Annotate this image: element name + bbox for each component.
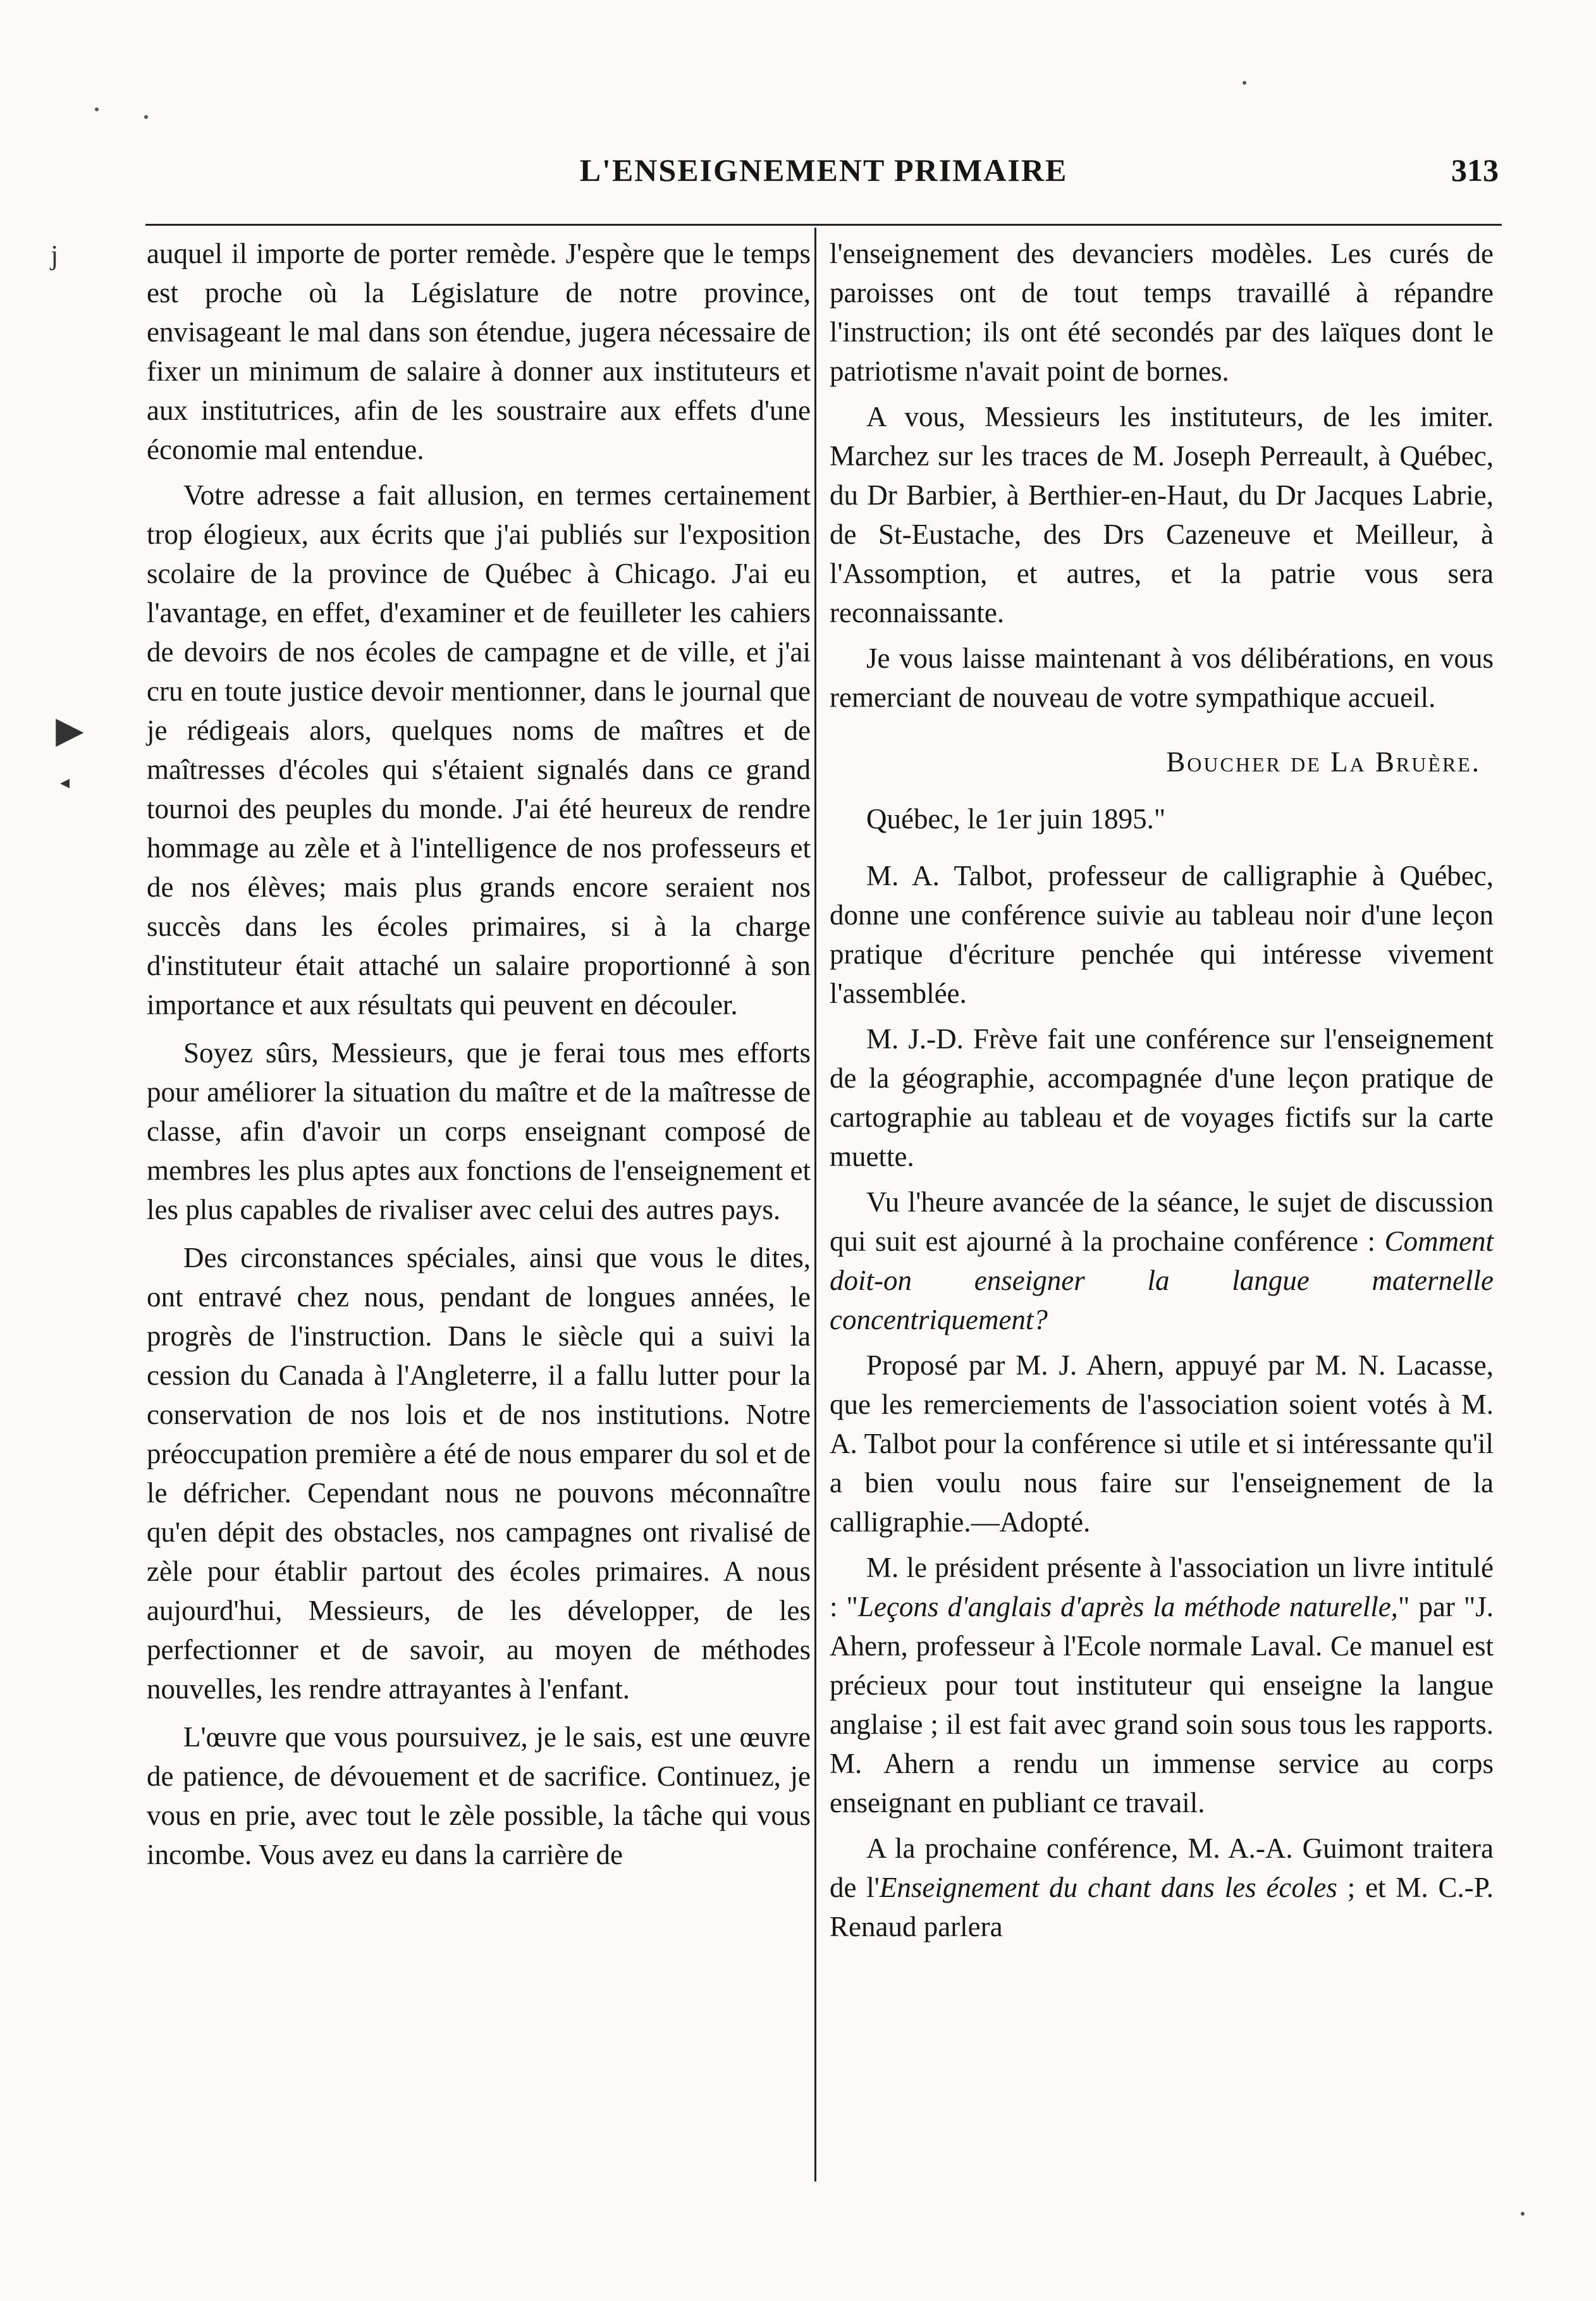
left-column (147, 234, 811, 1881)
paragraph: Je vous laisse maintenant à vos délibérations, en vous remerciant de nouveau de votre sympathique accueil. (830, 642, 1494, 713)
print-speck (1521, 2212, 1525, 2216)
margin-mark: j (51, 240, 59, 271)
running-title: L'ENSEIGNEMENT PRIMAIRE (579, 152, 1068, 188)
italic-title: Enseignement du chant dans les écoles (879, 1872, 1337, 1903)
paragraph: M. A. Talbot, professeur de calligraphie à Québec, donne une conférence suivie au tableau noir d'une leçon pratique d'écriture penchée qui intéresse vivement l'assemblée. (830, 860, 1494, 1009)
paragraph: Soyez sûrs, Messieurs, que je ferai tous mes efforts pour améliorer la situation du maître et de la maîtresse de classe, afin d'avoir un corps enseignant composé de membres les plus aptes aux fonctions de l'enseignement et les plus capables de rivaliser avec celui des autres pays. (147, 1037, 811, 1225)
italic-title: Leçons d'anglais d'après la méthode naturelle, (857, 1591, 1398, 1623)
dateline: Québec, le 1er juin 1895." (866, 803, 1166, 835)
paragraph-text: " par "J. Ahern, professeur à l'Ecole normale Laval. Ce manuel est précieux pour tout instituteur qui enseigne la langue anglaise ; il est fait avec grand soin sous tous les rapports. M. Ahern a rendu un immense service au corps enseignant en publiant ce travail. (830, 1591, 1494, 1819)
header-rule (145, 224, 1502, 226)
paragraph: A vous, Messieurs les instituteurs, de les imiter. Marchez sur les traces de M. Joseph Perreault, à Québec, du Dr Barbier, à Berthier-en-Haut, du Dr Jacques Labrie, de St-Eustache, des Drs Cazeneuve et Meilleur, à l'Assomption, et autres, et la patrie vous sera reconnaissante. (830, 401, 1494, 629)
paragraph: Proposé par M. J. Ahern, appuyé par M. N. Lacasse, que les remerciements de l'association soient votés à M. A. Talbot pour la conférence si utile et si intéressante qu'il a bien voulu nous faire sur l'enseignement de la calligraphie.—Adopté. (830, 1349, 1494, 1538)
paragraph (830, 1548, 1494, 1822)
signature: Boucher de La Bruère. (1166, 746, 1481, 778)
print-speck (144, 115, 148, 119)
paragraph: L'œuvre que vous poursuivez, je le sais, est une œuvre de patience, de dévouement et de sacrifice. Continuez, je vous en prie, avec tout le zèle possible, la tâche qui vous incombe. Vous avez eu dans la carrière de (147, 1721, 811, 1870)
paragraph: l'enseignement des devanciers modèles. Les curés de paroisses ont de tout temps travaillé à répandre l'instruction; ils ont été secondés par des laïques dont le patriotisme n'avait point de bornes. (830, 238, 1494, 387)
paragraph: Votre adresse a fait allusion, en termes certainement trop élogieux, aux écrits que j'ai publiés sur l'exposition scolaire de la province de Québec à Chicago. J'ai eu l'avantage, en effet, d'examiner et de feuilleter les cahiers de devoirs de nos écoles de campagne et de ville, et j'ai cru en toute justice devoir mentionner, dans le journal que je rédigeais alors, quelques noms de maîtres et de maîtresses d'écoles qui s'étaient signalés dans ce grand tournoi des peuples du monde. J'ai été heureux de rendre hommage au zèle et à l'intelligence de nos professeurs et de nos élèves; mais plus grands encore seraient nos succès dans les écoles primaires, si à la charge d'instituteur était attaché un salaire proportionné à son importance et aux résultats qui peuvent en découler. (147, 479, 811, 1021)
print-speck (95, 107, 99, 111)
paragraph-text: Vu l'heure avancée de la séance, le sujet de discussion qui suit est ajourné à la prochaine conférence : (830, 1186, 1494, 1257)
right-column (830, 234, 1494, 1953)
paragraph (830, 1182, 1494, 1339)
margin-mark: ▶ (56, 709, 84, 751)
paragraph (830, 1829, 1494, 1946)
paragraph-text: M. le président présente à l'association un livre intitulé : " (830, 1552, 1494, 1623)
page-number: 313 (1451, 152, 1499, 188)
paragraph-text: ; et M. C.-P. Renaud parlera (830, 1872, 1494, 1942)
paragraph: Des circonstances spéciales, ainsi que vous le dites, ont entravé chez nous, pendant de longues années, le progrès de l'instruction. Dans le siècle qui a suivi la cession du Canada à l'Angleterre, il a fallu lutter pour la conservation de nos lois et de nos institutions. Notre préoccupation première a été de nous emparer du sol et de le défricher. Cependant nous ne pouvons méconnaître qu'en dépit des obstacles, nos campagnes ont rivalisé de zèle pour établir partout des écoles primaires. A nous aujourd'hui, Messieurs, de les développer, de les perfectionner et de savoir, au moyen de méthodes nouvelles, les rendre attrayantes à l'enfant. (147, 1242, 811, 1705)
column-divider (814, 228, 816, 2181)
italic-title: Comment doit-on enseigner la langue maternelle concentriquement? (830, 1225, 1494, 1335)
print-speck (1243, 81, 1246, 85)
paragraph: auquel il importe de porter remède. J'espère que le temps est proche où la Législature de notre province, envisageant le mal dans son étendue, jugera nécessaire de fixer un minimum de salaire à donner aux instituteurs et aux institutrices, afin de les soustraire aux effets d'une économie mal entendue. (147, 238, 811, 465)
paragraph-text: A la prochaine conférence, M. A.-A. Guimont traitera de l' (830, 1832, 1494, 1903)
margin-mark: ◂ (60, 772, 70, 793)
paragraph: M. J.-D. Frève fait une conférence sur l'enseignement de la géographie, accompagnée d'une leçon pratique de cartographie au tableau et de voyages fictifs sur la carte muette. (830, 1023, 1494, 1172)
page-header (149, 152, 1499, 202)
